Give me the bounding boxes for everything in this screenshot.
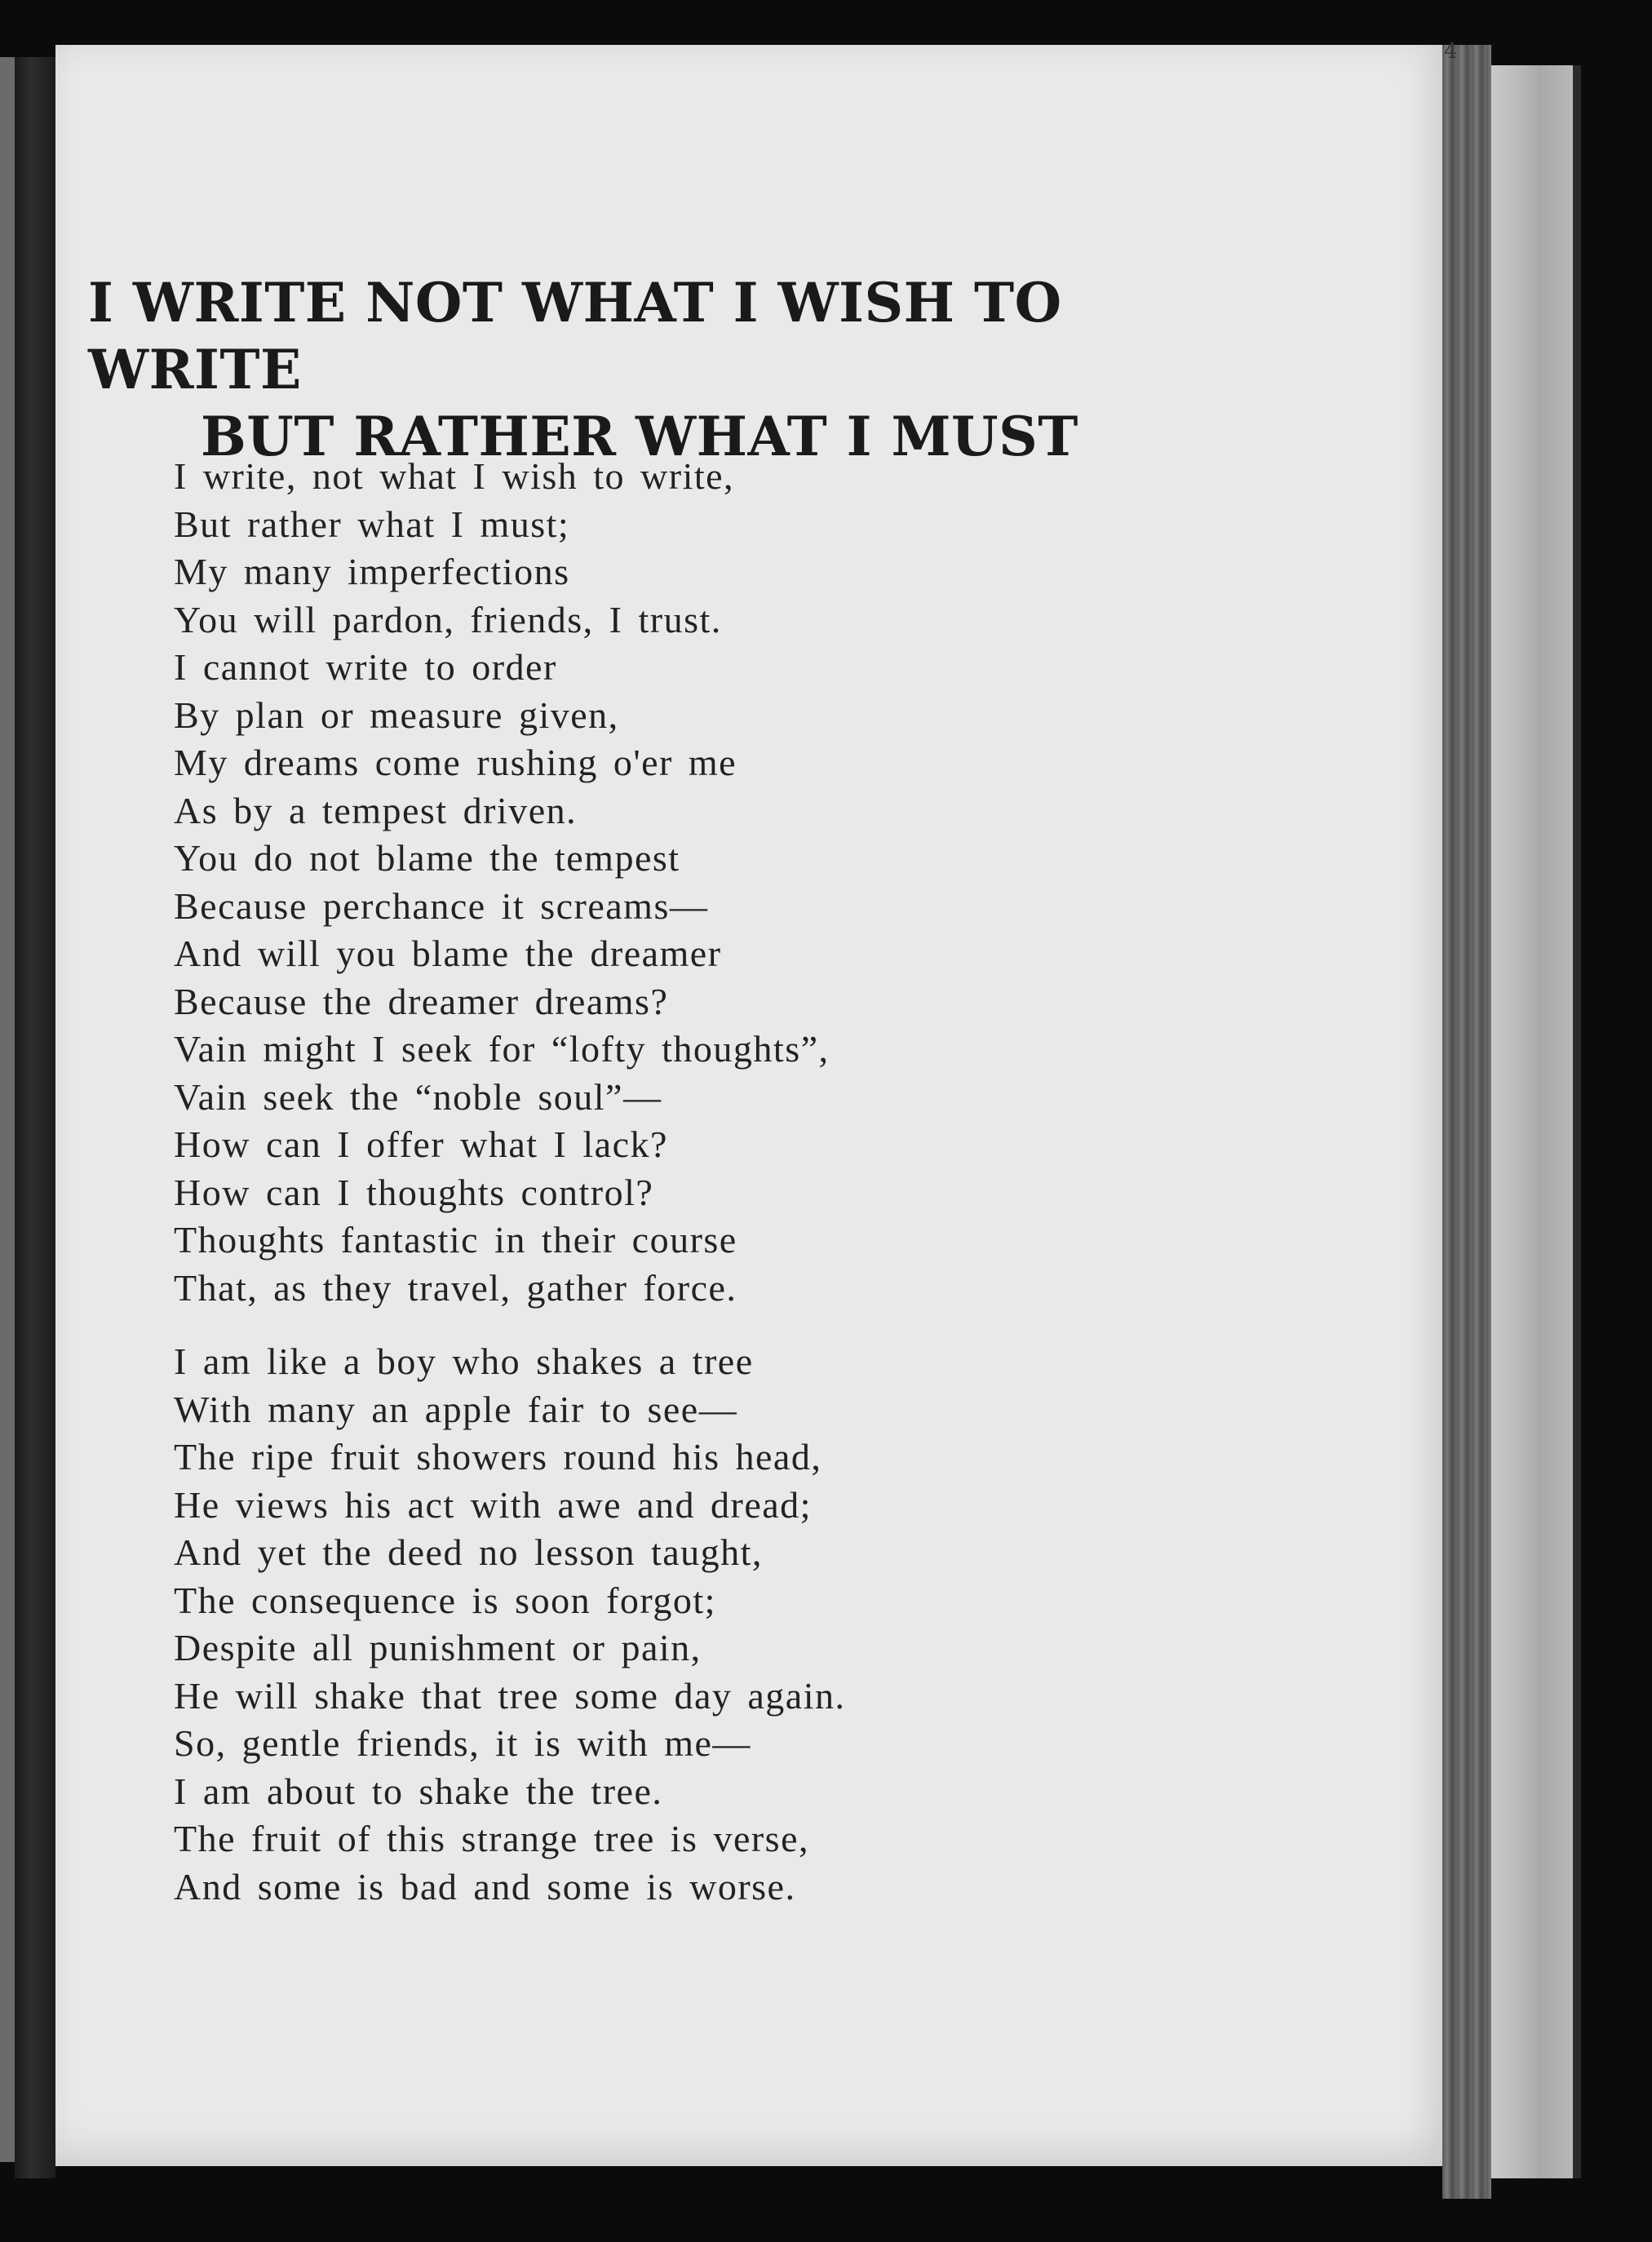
poem-line: How can I thoughts control? <box>174 1171 654 1213</box>
poem-line: I cannot write to order <box>174 646 557 688</box>
poem-line: My many imperfections <box>174 551 570 592</box>
poem-line: The fruit of this strange tree is verse, <box>174 1818 809 1859</box>
poem-line: I am like a boy who shakes a tree <box>174 1340 754 1382</box>
title-line-2: BUT RATHER WHAT I MUST <box>201 405 1078 468</box>
poem-line: Despite all punishment or pain, <box>174 1627 702 1668</box>
poem-line: How can I offer what I lack? <box>174 1123 668 1165</box>
poem-line: He will shake that tree some day again. <box>174 1674 846 1717</box>
poem-line: Thoughts fantastic in their course <box>174 1219 737 1261</box>
poem-line: And will you blame the dreamer <box>174 933 722 974</box>
poem-line: And yet the deed no lesson taught, <box>174 1531 763 1573</box>
poem-line: By plan or measure given, <box>174 693 619 736</box>
poem-line: The consequence is soon forgot; <box>174 1579 716 1621</box>
poem-line: As by a tempest driven. <box>174 789 578 831</box>
poem-line: He views his act with awe and dread; <box>174 1483 812 1526</box>
right-page-block <box>1491 65 1573 2178</box>
left-binding-shadow <box>15 57 55 2178</box>
stanza-2 <box>174 1338 1234 1911</box>
page-marker: 4 <box>1444 39 1458 64</box>
poem-line: I write, not what I wish to write, <box>174 455 735 497</box>
poem-title <box>55 269 1198 470</box>
poem-line: That, as they travel, gather force. <box>174 1266 737 1309</box>
right-cover-edge <box>1573 65 1581 2178</box>
poem-line: Vain might I seek for “lofty thoughts”, <box>174 1028 830 1070</box>
title-line-1: I WRITE NOT WHAT I WISH TO WRITE <box>88 271 1062 401</box>
poem-line: You will pardon, friends, I trust. <box>174 598 722 640</box>
poem-line: The ripe fruit showers round his head, <box>174 1436 822 1478</box>
poem-line: You do not blame the tempest <box>174 837 680 879</box>
poem-line: I am about to shake the tree. <box>174 1770 663 1812</box>
poem-line: With many an apple fair to see— <box>174 1388 738 1430</box>
poem-line: But rather what I must; <box>174 503 570 545</box>
poem-line: Vain seek the “noble soul”— <box>174 1075 662 1118</box>
poem-line: So, gentle friends, it is with me— <box>174 1722 751 1764</box>
poem-line: My dreams come rushing o'er me <box>174 742 737 783</box>
poem-line: Because the dreamer dreams? <box>174 980 669 1022</box>
poem-line: And some is bad and some is worse. <box>174 1865 796 1907</box>
left-page-edge <box>0 57 15 2162</box>
poem-line: Because perchance it screams— <box>174 884 709 927</box>
page-stack-edge <box>1442 45 1491 2199</box>
stanza-1 <box>174 453 1234 1312</box>
